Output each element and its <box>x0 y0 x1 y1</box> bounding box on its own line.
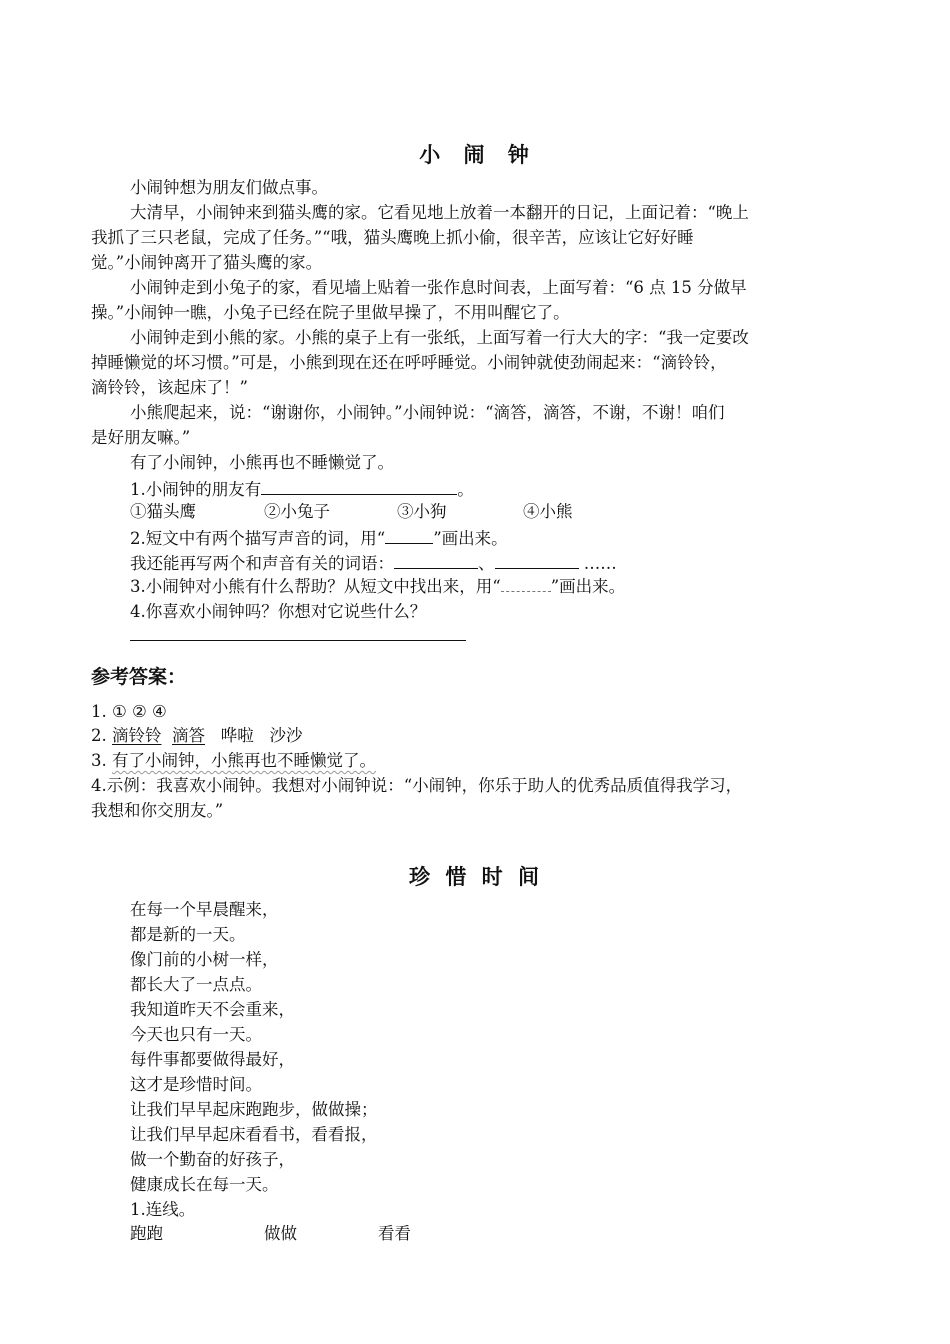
paragraph-line: 小熊爬起来，说：“谢谢你，小闹钟。”小闹钟说：“滴答，滴答，不谢，不谢！咱们 <box>130 403 725 422</box>
answer-word: 沙沙 <box>269 726 303 745</box>
answer-4-line: 4.示例：我喜欢小闹钟。我想对小闹钟说：“小闹钟，你乐于助人的优秀品质值得我学习， <box>91 776 743 795</box>
question-2-extra <box>130 550 617 576</box>
question-2-text-end: ”画出来。 <box>433 529 508 548</box>
paragraph-line: 有了小闹钟，小熊再也不睡懒觉了。 <box>130 453 394 472</box>
answer-3 <box>91 749 376 773</box>
option-dog[interactable]: ③小狗 <box>397 502 447 521</box>
match-word[interactable]: 看看 <box>378 1224 411 1243</box>
option-bear[interactable]: ④小熊 <box>523 502 573 521</box>
paragraph-line: 大清早，小闹钟来到猫头鹰的家。它看见地上放着一本翻开的日记，上面记着：“晚上 <box>130 203 749 222</box>
answer-blank[interactable] <box>394 550 478 569</box>
answer-word: 滴铃铃 <box>112 726 162 745</box>
question-1 <box>130 476 474 502</box>
question-2-extra-text: 我还能再写两个和声音有关的词语： <box>130 554 394 573</box>
poem-line: 做一个勤奋的好孩子， <box>130 1150 295 1169</box>
match-word[interactable]: 跑跑 <box>130 1224 163 1243</box>
paragraph-line: 是好朋友嘛。” <box>91 428 191 447</box>
poem-line: 在每一个早晨醒来， <box>130 900 279 919</box>
question-3-text-end: ”画出来。 <box>550 577 626 596</box>
paragraph-line: 小闹钟走到小兔子的家，看见墙上贴着一张作息时间表，上面写着：“6 点 15 分做早 <box>130 278 747 297</box>
question-3-text: 3.小闹钟对小熊有什么帮助？从短文中找出来，用“ <box>130 577 501 596</box>
answers-heading: 参考答案： <box>91 666 187 688</box>
question-1-end: 。 <box>457 480 474 499</box>
underline-sample <box>385 525 433 544</box>
poem-line: 让我们早早起床看看书，看看报， <box>130 1125 378 1144</box>
option-owl[interactable]: ①猫头鹰 <box>130 502 196 521</box>
answer-blank[interactable] <box>261 476 457 495</box>
poem-line: 像门前的小树一样， <box>130 950 279 969</box>
story-title-little-alarm-clock: 小 闹 钟 <box>419 143 531 167</box>
poem-line: 都长大了一点点。 <box>130 975 262 994</box>
paragraph-line: 觉。”小闹钟离开了猫头鹰的家。 <box>91 253 323 272</box>
matching-question: 1.连线。 <box>130 1200 196 1219</box>
answer-line[interactable] <box>130 640 466 641</box>
answer-3-prefix: 3. <box>91 751 112 770</box>
poem-line: 我知道昨天不会重来， <box>130 1000 295 1019</box>
paragraph-line: 掉睡懒觉的坏习惯。”可是，小熊到现在还在呼呼睡觉。小闹钟就使劲闹起来：“滴铃铃， <box>91 353 727 372</box>
ellipsis: …… <box>583 554 617 573</box>
option-rabbit[interactable]: ②小兔子 <box>264 502 330 521</box>
paragraph-line: 滴铃铃，该起床了！” <box>91 378 248 397</box>
question-1-text: 1.小闹钟的朋友有 <box>130 480 262 499</box>
answer-2-prefix: 2. <box>91 726 112 745</box>
paragraph-line: 小闹钟想为朋友们做点事。 <box>130 178 328 197</box>
answer-3-sentence: 有了小闹钟，小熊再也不睡懒觉了。 <box>112 751 376 770</box>
paragraph-line: 我抓了三只老鼠，完成了任务。”“哦，猫头鹰晚上抓小偷，很辛苦，应该让它好好睡 <box>91 228 694 247</box>
question-2-text: 2.短文中有两个描写声音的词，用“ <box>130 529 386 548</box>
answer-4-line: 我想和你交朋友。” <box>91 801 224 820</box>
question-4: 4.你喜欢小闹钟吗？你想对它说些什么？ <box>130 602 427 621</box>
poem-line: 今天也只有一天。 <box>130 1025 262 1044</box>
poem-line: 每件事都要做得最好， <box>130 1050 295 1069</box>
poem-line: 健康成长在每一天。 <box>130 1175 279 1194</box>
story-title-cherish-time: 珍 惜 时 间 <box>409 865 541 889</box>
match-word[interactable]: 做做 <box>264 1224 297 1243</box>
answer-1: 1. ① ② ④ <box>91 702 167 721</box>
answer-2 <box>91 724 303 748</box>
poem-line: 让我们早早起床跑跑步，做做操； <box>130 1100 378 1119</box>
separator: 、 <box>478 554 495 573</box>
paragraph-line: 操。”小闹钟一瞧，小兔子已经在院子里做早操了，不用叫醒它了。 <box>91 303 570 322</box>
question-2 <box>130 525 508 551</box>
matching-words <box>130 1222 411 1246</box>
question-1-options <box>130 500 573 524</box>
wavy-underline-sample <box>501 577 551 592</box>
poem-line: 这才是珍惜时间。 <box>130 1075 262 1094</box>
question-3 <box>130 575 625 599</box>
poem-line: 都是新的一天。 <box>130 925 246 944</box>
paragraph-line: 小闹钟走到小熊的家。小熊的桌子上有一张纸，上面写着一行大大的字：“我一定要改 <box>130 328 749 347</box>
answer-blank[interactable] <box>495 550 579 569</box>
answer-word: 滴答 <box>172 726 205 745</box>
answer-word: 哗啦 <box>220 726 254 745</box>
